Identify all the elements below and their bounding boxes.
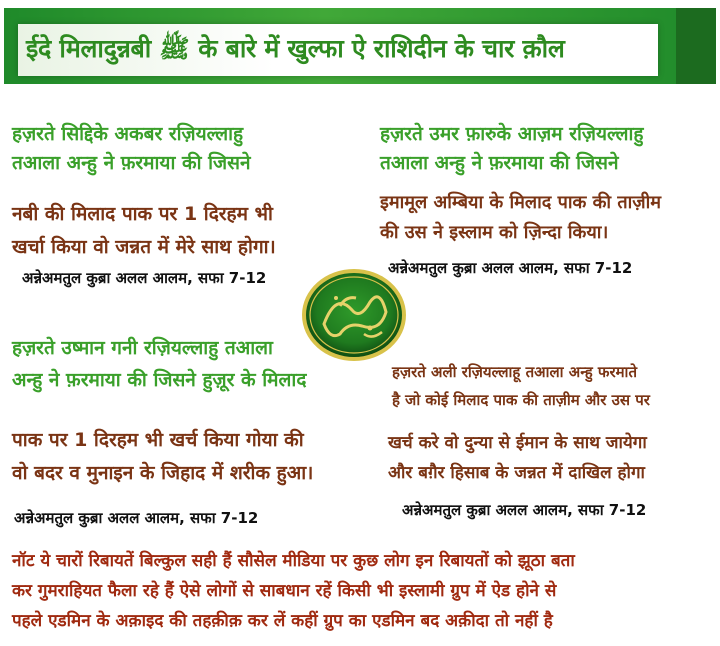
quote-1-text-line-2: खर्चा किया वो जन्नत में मेरे साथ होगा। (12, 236, 276, 258)
note-line-2: कर गुमराहियत फैला रहे हैं ऐसे लोगों से साबधान रहें किसी भी इस्लामी ग्रुप में ऐड होने से (12, 581, 557, 601)
quote-2-text (380, 188, 715, 248)
quote-3-text-line-1: पाक पर 1 दिरहम भी खर्च किया गोया की (12, 429, 304, 451)
header-banner (4, 8, 716, 84)
header-title-box (18, 24, 658, 76)
quote-3-text-line-2: वो बदर व मुनाइन के जिहाद में शरीक हुआ। (12, 462, 314, 484)
quote-2-speaker-line-1: हज़रते उमर फ़ारुके आज़म रज़ियल्लाहु (380, 123, 644, 145)
quote-4-speaker-line-1: हज़रते अली रज़ियल्लाहू तआला अन्हु फरमाते (392, 363, 637, 381)
quote-4-speaker (392, 358, 714, 414)
quote-3-speaker-line-1: हज़रते उष्मान गनी रज़ियल्लाहु तआला (12, 337, 273, 359)
quote-4-text (388, 428, 714, 488)
quote-3-text (12, 424, 362, 490)
note-line-1: नॉट ये चारों रिबायतें बिल्कुल सही हैं सौसेल मीडिया पर कुछ लोग इन रिबायतों को झूठा बता (12, 551, 575, 571)
quote-2-text-line-1: इमामूल अम्बिया के मिलाद पाक की ताज़ीम (380, 192, 662, 213)
quote-1-speaker-line-1: हज़रते सिद्दिके अकबर रज़ियल्लाहु (12, 123, 244, 145)
quote-2-speaker (380, 120, 710, 178)
quote-1-reference: अन्नेअमतुल कुब्रा अलल आलम, सफा 7-12 (22, 269, 267, 287)
quote-2-text-line-2: की उस ने इस्लाम को ज़िन्दा किया। (380, 222, 609, 243)
quote-4-speaker-line-2: है जो कोई मिलाद पाक की ताज़ीम और उस पर (392, 391, 650, 409)
quote-4-reference: अन्नेअमतुल कुब्रा अलल आलम, सफा 7-12 (402, 501, 647, 519)
disclaimer-note (12, 546, 712, 636)
quote-4-text-line-1: खर्च करे वो दुन्या से ईमान के साथ जायेगा (388, 433, 647, 453)
quote-2-reference: अन्नेअमतुल कुब्रा अलल आलम, सफा 7-12 (388, 259, 633, 277)
note-line-3: पहले एडमिन के अक़ाइद की तहक़ीक़ कर लें कहीं ग्रुप का एडमिन बद अक़ीदा तो नहीं है (12, 611, 553, 631)
quote-2-speaker-line-2: तआला अन्हु ने फ़रमाया की जिसने (380, 152, 619, 174)
quote-3-speaker (12, 332, 362, 396)
quote-3-reference: अन्नेअमतुल कुब्रा अलल आलम, सफा 7-12 (14, 509, 259, 527)
quote-4-text-line-2: और बग़ैर हिसाब के जन्नत में दाखिल होगा (388, 463, 645, 483)
header-dark-strip (676, 8, 716, 84)
quote-1-speaker (12, 120, 342, 178)
quote-3-speaker-line-2: अन्हु ने फ़रमाया की जिसने हुज़ूर के मिलाद (12, 369, 307, 391)
page-title: ईदे मिलादुन्नबी ﷺ के बारे में खुल्फा ऐ राशिदीन के चार क़ौल (26, 33, 565, 63)
quote-1-text (12, 198, 342, 264)
quote-1-text-line-1: नबी की मिलाद पाक पर 1 दिरहम भी (12, 203, 273, 225)
quote-1-speaker-line-2: तआला अन्हु ने फ़रमाया की जिसने (12, 152, 251, 174)
